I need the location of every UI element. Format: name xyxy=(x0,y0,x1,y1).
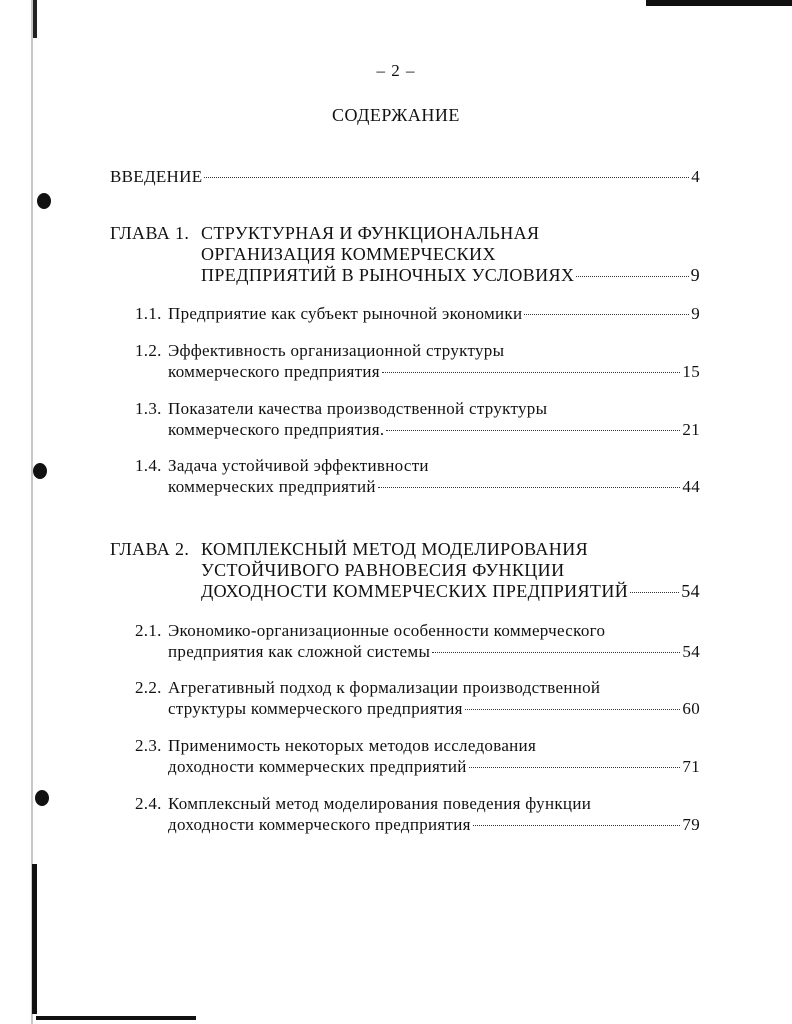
dot-leader xyxy=(524,314,689,315)
toc-chapter-2 xyxy=(110,539,700,602)
toc-section-1-2 xyxy=(135,340,700,382)
dot-leader xyxy=(576,276,688,277)
section-page: 15 xyxy=(682,362,700,381)
section-number: 1.2. xyxy=(135,341,162,360)
dot-leader xyxy=(465,709,681,710)
toc-section-2-1 xyxy=(135,620,700,662)
chapter-2-title-line: КОМПЛЕКСНЫЙ МЕТОД МОДЕЛИРОВАНИЯ xyxy=(201,539,589,559)
scan-bottom-bar xyxy=(36,1016,196,1020)
introduction-page: 4 xyxy=(691,167,700,186)
section-number: 2.3. xyxy=(135,736,162,755)
chapter-1-title-line: СТРУКТУРНАЯ И ФУНКЦИОНАЛЬНАЯ xyxy=(201,223,540,243)
section-title: коммерческого предприятия. xyxy=(168,420,385,439)
dot-leader xyxy=(204,177,689,178)
chapter-2-page: 54 xyxy=(681,581,700,601)
toc-section-2-2 xyxy=(135,677,700,719)
section-title: коммерческого предприятия xyxy=(168,362,380,381)
dot-leader xyxy=(382,372,680,373)
scan-top-bar xyxy=(646,0,792,6)
section-page: 54 xyxy=(682,642,700,661)
section-title: Применимость некоторых методов исследования xyxy=(168,736,537,755)
dot-leader xyxy=(378,487,681,488)
section-title: Экономико-организационные особенности коммерческого xyxy=(168,621,606,640)
section-title: доходности коммерческих предприятий xyxy=(168,757,467,776)
section-page: 21 xyxy=(682,420,700,439)
dot-leader xyxy=(630,592,679,593)
section-number: 2.4. xyxy=(135,794,162,813)
toc-section-1-3 xyxy=(135,398,700,440)
introduction-label: ВВЕДЕНИЕ xyxy=(110,167,203,186)
chapter-1-number: ГЛАВА 1. xyxy=(110,223,190,243)
section-page: 44 xyxy=(682,477,700,496)
section-title: Показатели качества производственной структуры xyxy=(168,399,548,418)
section-title: Предприятие как субъект рыночной экономики xyxy=(168,304,523,323)
section-page: 79 xyxy=(682,815,700,834)
chapter-2-title-line: УСТОЙЧИВОГО РАВНОВЕСИЯ ФУНКЦИИ xyxy=(201,560,565,580)
section-title: структуры коммерческого предприятия xyxy=(168,699,463,718)
punch-hole xyxy=(37,193,51,209)
section-title: Эффективность организационной структуры xyxy=(168,341,505,360)
section-number: 2.1. xyxy=(135,621,162,640)
section-title: предприятия как сложной системы xyxy=(168,642,431,661)
chapter-1-title-line: ПРЕДПРИЯТИЙ В РЫНОЧНЫХ УСЛОВИЯХ xyxy=(201,265,575,285)
toc-section-2-4 xyxy=(135,793,700,835)
punch-hole xyxy=(35,790,49,806)
dot-leader xyxy=(473,825,681,826)
toc-section-1-4 xyxy=(135,455,700,497)
section-title: Задача устойчивой эффективности xyxy=(168,456,429,475)
page-title: СОДЕРЖАНИЕ xyxy=(332,105,460,125)
section-number: 1.3. xyxy=(135,399,162,418)
punch-hole xyxy=(33,463,47,479)
section-number: 1.1. xyxy=(135,304,162,323)
chapter-2-number: ГЛАВА 2. xyxy=(110,539,190,559)
scan-left-top-mark xyxy=(33,0,37,38)
section-page: 71 xyxy=(682,757,700,776)
section-title: Комплексный метод моделирования поведения функции xyxy=(168,794,592,813)
chapter-2-title-line: ДОХОДНОСТИ КОММЕРЧЕСКИХ ПРЕДПРИЯТИЙ xyxy=(201,581,629,601)
dot-leader xyxy=(386,430,680,431)
page-number: – 2 – xyxy=(376,61,416,80)
chapter-1-page: 9 xyxy=(690,265,700,285)
section-title: Агрегативный подход к формализации производственной xyxy=(168,678,601,697)
dot-leader xyxy=(432,652,680,653)
section-number: 2.2. xyxy=(135,678,162,697)
section-number: 1.4. xyxy=(135,456,162,475)
toc-chapter-1 xyxy=(110,223,700,286)
section-page: 9 xyxy=(691,304,700,323)
section-page: 60 xyxy=(682,699,700,718)
dot-leader xyxy=(469,767,681,768)
scan-left-bottom-mark xyxy=(32,864,37,1014)
section-title: коммерческих предприятий xyxy=(168,477,376,496)
toc-section-1-1 xyxy=(135,303,700,324)
chapter-1-title-line: ОРГАНИЗАЦИЯ КОММЕРЧЕСКИХ xyxy=(201,244,496,264)
section-title: доходности коммерческого предприятия xyxy=(168,815,471,834)
toc-section-2-3 xyxy=(135,735,700,777)
toc-introduction xyxy=(110,166,700,187)
